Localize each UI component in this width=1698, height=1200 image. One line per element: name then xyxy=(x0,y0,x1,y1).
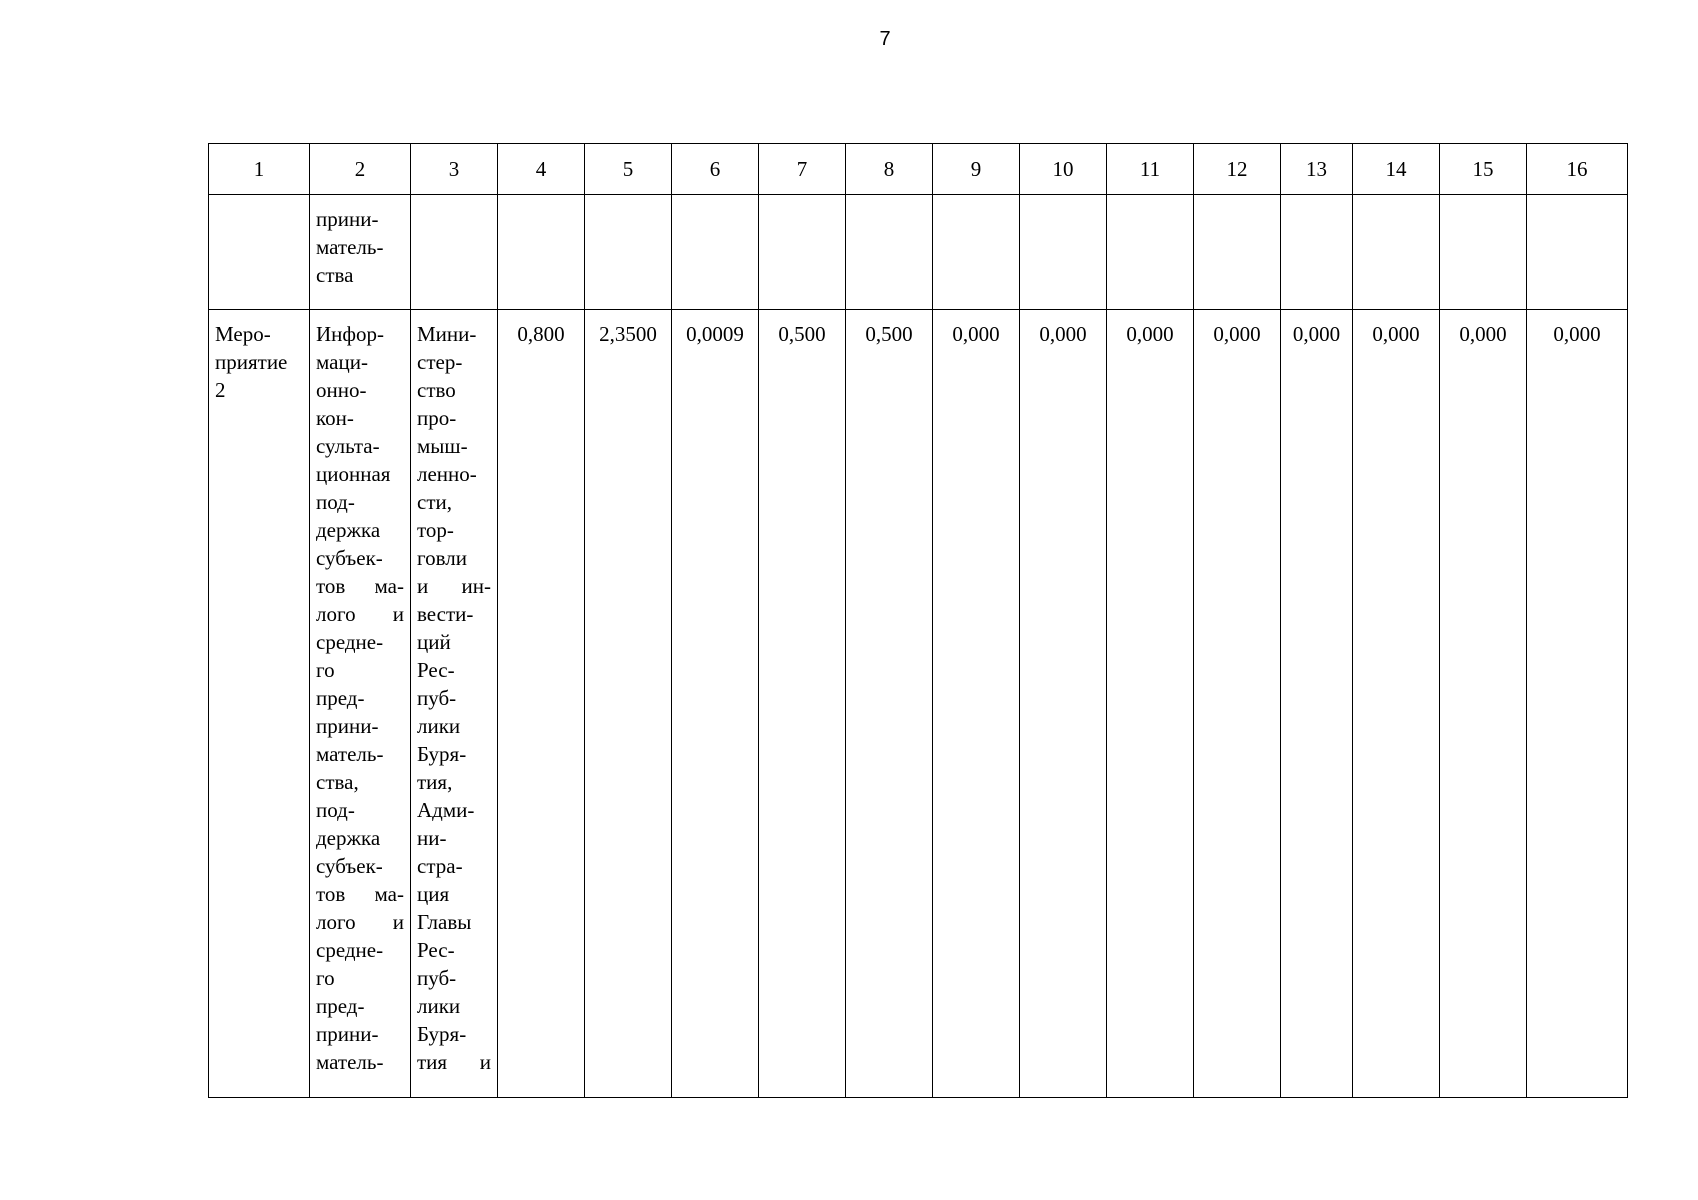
text-line: тов ма- xyxy=(316,574,404,598)
column-header-4: 4 xyxy=(498,144,585,195)
text-line: и ин- xyxy=(417,574,491,598)
value-cell-col-16: 0,000 xyxy=(1527,310,1628,1098)
text-line: ций xyxy=(417,630,451,654)
text-line: ство xyxy=(417,378,456,402)
column-header-2: 2 xyxy=(310,144,411,195)
text-line: Буря- xyxy=(417,1022,467,1046)
text-line: го xyxy=(316,658,335,682)
text-line: ленно- xyxy=(417,462,477,486)
measure-name-cell xyxy=(209,310,310,1098)
text-line: Инфор- xyxy=(316,322,385,346)
table-cell xyxy=(411,195,498,310)
column-header-9: 9 xyxy=(933,144,1020,195)
text-line: лого и xyxy=(316,910,404,934)
value-cell-col-4: 0,800 xyxy=(498,310,585,1098)
budget-table xyxy=(208,143,1628,1098)
text-line: про- xyxy=(417,406,457,430)
text-line: средне- xyxy=(316,630,384,654)
text-line: сти, xyxy=(417,490,452,514)
text-line: ция xyxy=(417,882,450,906)
column-header-10: 10 xyxy=(1020,144,1107,195)
value-cell-col-11: 0,000 xyxy=(1107,310,1194,1098)
text-line: Рес- xyxy=(417,938,455,962)
text-line: тия и xyxy=(417,1050,491,1074)
value-cell-col-13: 0,000 xyxy=(1281,310,1353,1098)
text-line: матель- xyxy=(316,1050,384,1074)
text-line: говли xyxy=(417,546,467,570)
table-cell xyxy=(1353,195,1440,310)
text-line: тия, xyxy=(417,770,453,794)
text-line: Рес- xyxy=(417,658,455,682)
text-line: субъек- xyxy=(316,546,383,570)
text-line: под- xyxy=(316,490,355,514)
table-cell xyxy=(759,195,846,310)
text-line: сульта- xyxy=(316,434,380,458)
text-line: тов ма- xyxy=(316,882,404,906)
text-line: тор- xyxy=(417,518,454,542)
text-line: лики xyxy=(417,714,461,738)
value-cell-col-14: 0,000 xyxy=(1353,310,1440,1098)
text-line: ционная xyxy=(316,462,391,486)
text-line: приятие xyxy=(215,350,288,374)
text-line: вести- xyxy=(417,602,474,626)
text-line: матель- xyxy=(316,742,384,766)
text-line: Буря- xyxy=(417,742,467,766)
value-cell-col-6: 0,0009 xyxy=(672,310,759,1098)
text-line: пуб- xyxy=(417,966,457,990)
text-line: средне- xyxy=(316,938,384,962)
text-line: прини- xyxy=(316,714,379,738)
table-cell xyxy=(1281,195,1353,310)
column-header-14: 14 xyxy=(1353,144,1440,195)
text-line: го xyxy=(316,966,335,990)
header-row xyxy=(209,144,1628,195)
column-header-16: 16 xyxy=(1527,144,1628,195)
text-line: маци- xyxy=(316,350,368,374)
column-header-3: 3 xyxy=(411,144,498,195)
text-line: прини- xyxy=(316,1022,379,1046)
text-line: стра- xyxy=(417,854,463,878)
text-line: ства, xyxy=(316,770,359,794)
text-line: онно- xyxy=(316,378,367,402)
text-line: прини- xyxy=(316,207,379,231)
text-line: под- xyxy=(316,798,355,822)
value-cell-col-12: 0,000 xyxy=(1194,310,1281,1098)
table-cell xyxy=(1020,195,1107,310)
table-cell xyxy=(672,195,759,310)
continuation-col2-cell xyxy=(310,195,411,310)
value-cell-col-10: 0,000 xyxy=(1020,310,1107,1098)
page-number: 7 xyxy=(879,28,891,50)
table-cell xyxy=(1194,195,1281,310)
text-line: Адми- xyxy=(417,798,475,822)
responsible-executor-cell xyxy=(411,310,498,1098)
table-cell xyxy=(846,195,933,310)
text-line: держка xyxy=(316,826,381,850)
text-line: 2 xyxy=(215,378,226,402)
column-header-8: 8 xyxy=(846,144,933,195)
table-cell xyxy=(498,195,585,310)
measure-description-cell xyxy=(310,310,411,1098)
column-header-6: 6 xyxy=(672,144,759,195)
column-header-5: 5 xyxy=(585,144,672,195)
column-header-1: 1 xyxy=(209,144,310,195)
continuation-col1-cell xyxy=(209,195,310,310)
table-cell xyxy=(1107,195,1194,310)
value-cell-col-15: 0,000 xyxy=(1440,310,1527,1098)
text-line: лого и xyxy=(316,602,404,626)
text-line: Главы xyxy=(417,910,472,934)
text-line: лики xyxy=(417,994,461,1018)
text-line: матель- xyxy=(316,235,384,259)
table-cell xyxy=(1527,195,1628,310)
text-line: пред- xyxy=(316,994,365,1018)
text-line: пред- xyxy=(316,686,365,710)
column-header-15: 15 xyxy=(1440,144,1527,195)
value-cell-col-5: 2,3500 xyxy=(585,310,672,1098)
column-header-13: 13 xyxy=(1281,144,1353,195)
value-cell-col-9: 0,000 xyxy=(933,310,1020,1098)
table-cell xyxy=(933,195,1020,310)
text-line: ства xyxy=(316,263,354,287)
table-cell xyxy=(585,195,672,310)
text-line: пуб- xyxy=(417,686,457,710)
value-cell-col-8: 0,500 xyxy=(846,310,933,1098)
text-line: стер- xyxy=(417,350,463,374)
continuation-row xyxy=(209,195,1628,310)
column-header-11: 11 xyxy=(1107,144,1194,195)
measure-2-row xyxy=(209,310,1628,1098)
text-line: Меро- xyxy=(215,322,271,346)
text-line: кон- xyxy=(316,406,354,430)
text-line: держка xyxy=(316,518,381,542)
column-header-12: 12 xyxy=(1194,144,1281,195)
text-line: мыш- xyxy=(417,434,468,458)
text-line: ни- xyxy=(417,826,447,850)
text-line: субъек- xyxy=(316,854,383,878)
value-cell-col-7: 0,500 xyxy=(759,310,846,1098)
table-cell xyxy=(1440,195,1527,310)
column-header-7: 7 xyxy=(759,144,846,195)
text-line: Мини- xyxy=(417,322,477,346)
